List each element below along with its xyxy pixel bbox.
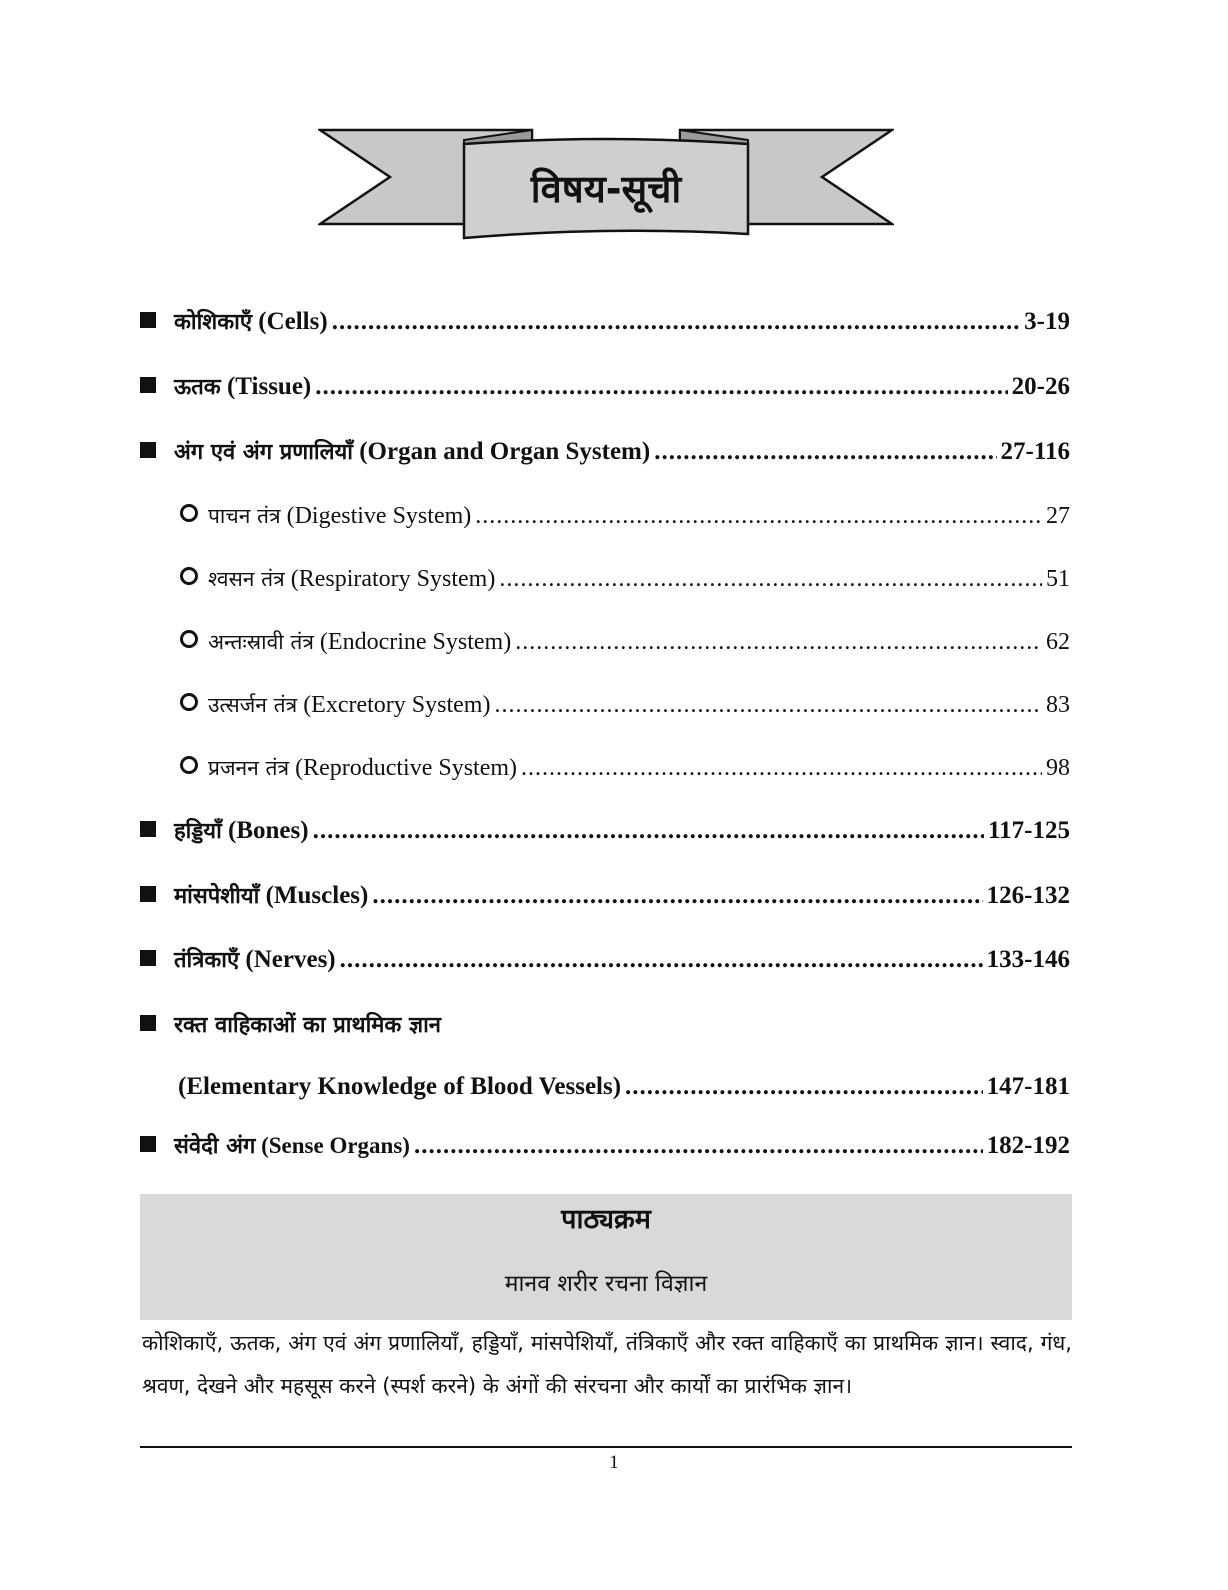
dot-leader (654, 438, 996, 466)
toc-subitem-excretory[interactable]: उत्सर्जन तंत्र (Excretory System) ..... 83 (140, 691, 1070, 719)
square-bullet-icon (140, 377, 156, 393)
square-bullet-icon (140, 950, 156, 966)
syllabus-heading: पाठ्यक्रम (561, 1204, 651, 1235)
syllabus-description: कोशिकाएँ, ऊतक, अंग एवं अंग प्रणालियाँ, हड्डियाँ, मांसपेशियाँ, तंत्रिकाएँ और रक्त वाहिकाएँ का प्राथमिक ज्ञान। स्वाद, गंध, श्रवण, देखने और महसूस करने (स्पर्श करने) के अंगों की संरचना और कार्यों का प्रारंभिक ज्ञान। (142, 1331, 1072, 1398)
dot-leader (475, 503, 1042, 530)
toc-title: विषय-सूची (530, 167, 682, 211)
toc-page-number: 126-132 (986, 882, 1070, 909)
dot-leader (515, 629, 1042, 656)
toc-item-muscles[interactable]: मांसपेशीयाँ (Muscles) ..... 126-132 (140, 880, 1070, 910)
square-bullet-icon (140, 886, 156, 902)
square-bullet-icon (140, 442, 156, 458)
toc-page-number: 20-26 (1011, 373, 1070, 400)
toc-page-number: 83 (1046, 692, 1070, 718)
toc-subitem-respiratory[interactable]: श्वसन तंत्र (Respiratory System) ..... 51 (140, 565, 1070, 593)
toc-page-number: 27-116 (1000, 438, 1070, 465)
square-bullet-icon (140, 821, 156, 837)
toc-item-blood-vessels-continued[interactable]: (Elementary Knowledge of Blood Vessels) ..... 147-181 (140, 1073, 1070, 1101)
toc-page-number: 51 (1046, 566, 1070, 592)
dot-leader (372, 882, 982, 910)
square-bullet-icon (140, 1136, 156, 1152)
toc-page-number: 147-181 (986, 1073, 1070, 1100)
toc-page-number: 62 (1046, 629, 1070, 655)
toc-subitem-digestive[interactable]: पाचन तंत्र (Digestive System) ..... 27 (140, 502, 1070, 530)
dot-leader (521, 755, 1042, 782)
toc-page-number: 3-19 (1024, 308, 1070, 335)
dot-leader (315, 373, 1007, 401)
circle-bullet-icon (180, 504, 198, 522)
toc-item-blood-vessels[interactable]: रक्त वाहिकाओं का प्राथमिक ज्ञान (140, 1009, 1070, 1039)
syllabus-header-box (140, 1194, 1072, 1320)
toc-page-number: 27 (1046, 503, 1070, 529)
toc-item-sense-organs[interactable]: संवेदी अंग (Sense Organs) ..... 182-192 (140, 1130, 1070, 1160)
dot-leader (494, 692, 1042, 719)
toc-page-number: 182-192 (986, 1132, 1070, 1159)
toc-item-nerves[interactable]: तंत्रिकाएँ (Nerves) ..... 133-146 (140, 944, 1070, 974)
page-number: 1 (609, 1452, 619, 1473)
square-bullet-icon (140, 312, 156, 328)
toc-subitem-reproductive[interactable]: प्रजनन तंत्र (Reproductive System) ..... 98 (140, 754, 1070, 782)
toc-page-number: 117-125 (988, 817, 1070, 844)
circle-bullet-icon (180, 567, 198, 585)
toc-subitem-endocrine[interactable]: अन्तःस्रावी तंत्र (Endocrine System) ..... 62 (140, 628, 1070, 656)
square-bullet-icon (140, 1015, 156, 1031)
toc-page-number: 133-146 (986, 946, 1070, 973)
toc-item-bones[interactable]: हड्डियाँ (Bones) ..... 117-125 (140, 815, 1070, 845)
toc-item-cells[interactable]: कोशिकाएँ (Cells) ..... 3-19 (140, 306, 1070, 336)
title-banner (318, 126, 894, 244)
toc-page-number: 98 (1046, 755, 1070, 781)
toc-item-tissue[interactable]: ऊतक (Tissue) ..... 20-26 (140, 371, 1070, 401)
circle-bullet-icon (180, 756, 198, 774)
dot-leader (625, 1073, 983, 1101)
dot-leader (332, 308, 1020, 336)
toc-item-organ-system[interactable]: अंग एवं अंग प्रणालियाँ (Organ and Organ System) ..... 27-116 (140, 436, 1070, 466)
footer-divider (140, 1446, 1072, 1448)
circle-bullet-icon (180, 693, 198, 711)
circle-bullet-icon (180, 630, 198, 648)
syllabus-subheading: मानव शरीर रचना विज्ञान (504, 1271, 708, 1297)
dot-leader (414, 1132, 983, 1160)
dot-leader (499, 566, 1042, 593)
dot-leader (313, 817, 984, 845)
dot-leader (340, 946, 983, 974)
